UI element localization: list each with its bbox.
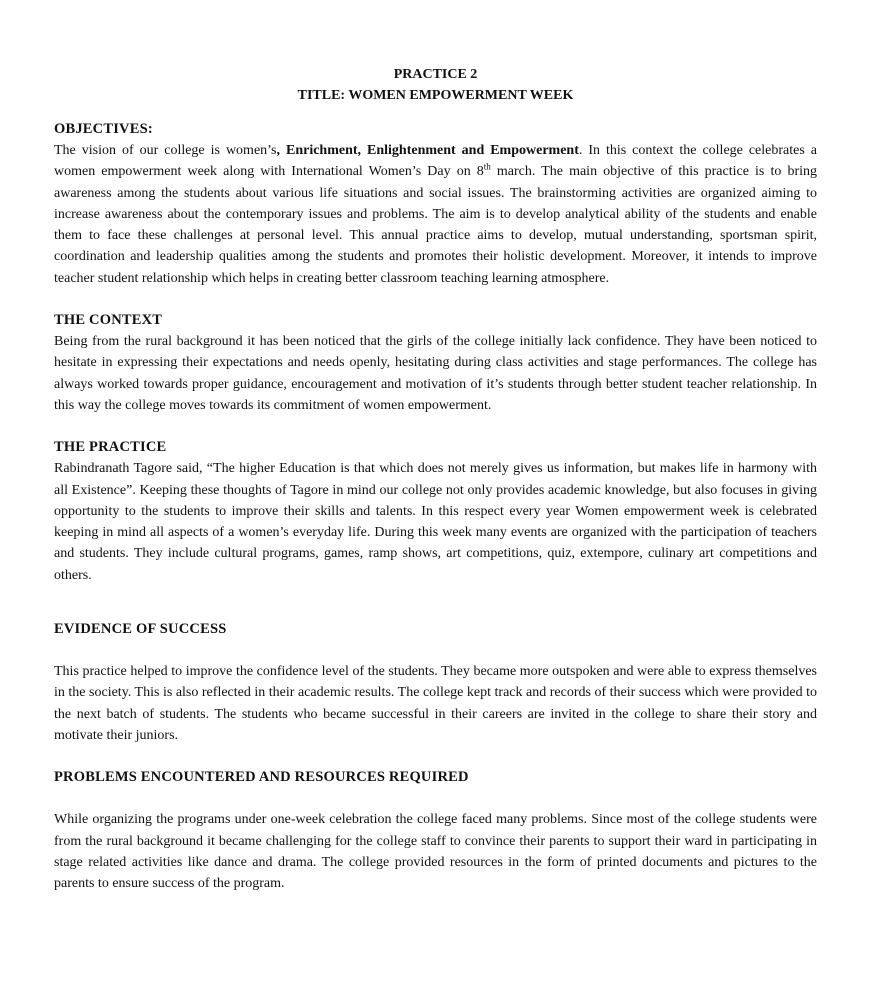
practice-paragraph: Rabindranath Tagore said, “The higher Education is that which does not merely gives us information, but makes life in harmony with all Existence”. Keeping these thoughts of Tagore in mind our college not only provides academic knowledge, but also focuses in giving opportunity to the students to improve their skills and talents. In this respect every year Women empowerment week is celebrated keeping in mind all aspects of a women’s everyday life. During this week many events are organized with the participation of teachers and students. They include cultural programs, games, ramp shows, art competitions, quiz, extempore, culinary art competitions and others. (54, 461, 817, 583)
practice-number: PRACTICE 2 (393, 67, 478, 82)
context-paragraph: Being from the rural background it has been noticed that the girls of the college initially lack confidence. They have been noticed to hesitate in expressing their expectations and needs openly, hesitating during class activities and stage performances. The college has always worked towards proper guidance, encouragement and motivation of it’s students through better student teacher relationship. In this way the college moves towards its commitment of women empowerment. (54, 334, 817, 413)
objectives-superscript: th (483, 161, 491, 172)
evidence-paragraph: This practice helped to improve the confidence level of the students. They became more outspoken and were able to express themselves in the society. This is also reflected in their academic results. The college kept track and records of their success which were provided to the next batch of students. The students who became successful in their careers are invited in the college to share their story and motivate their juniors. (54, 664, 817, 743)
problems-heading: PROBLEMS ENCOUNTERED AND RESOURCES REQUIRED (54, 769, 469, 786)
objectives-text-start: The vision of our college is women’s (54, 143, 277, 158)
document-title: TITLE: WOMEN EMPOWERMENT WEEK (297, 88, 574, 103)
document-page (54, 64, 817, 894)
objectives-paragraph (54, 140, 817, 289)
objectives-bold-phrase: , Enrichment, Enlightenment and Empowerment (276, 143, 579, 158)
objectives-heading: OBJECTIVES: (54, 121, 153, 137)
context-heading: THE CONTEXT (54, 312, 163, 329)
objectives-text-middle: . In this context the college celebrates a women empowerment week along with International Women’s Day on 8 (54, 143, 817, 180)
objectives-text-end: march. The main objective of this practice is to bring awareness among the students about various life situations and social issues. The brainstorming activities are organized aiming to increase awareness about the contemporary issues and problems. The aim is to develop analytical ability of the students and enable them to face these challenges at personal level. This annual practice aims to develop, mutual understanding, sportsman spirit, coordination and leadership qualities among the students and promotes their holistic development. Moreover, it intends to improve teacher student relationship which helps in creating better classroom teaching learning atmosphere. (54, 164, 817, 286)
evidence-heading: EVIDENCE OF SUCCESS (54, 621, 227, 638)
problems-paragraph: While organizing the programs under one-week celebration the college faced many problems. Since most of the college students were from the rural background it became challenging for the college staff to convince their parents to support their ward in participating in stage related activities like dance and drama. The college provided resources in the form of printed documents and pictures to the parents to ensure success of the program. (54, 812, 817, 892)
practice-heading: THE PRACTICE (54, 439, 167, 456)
